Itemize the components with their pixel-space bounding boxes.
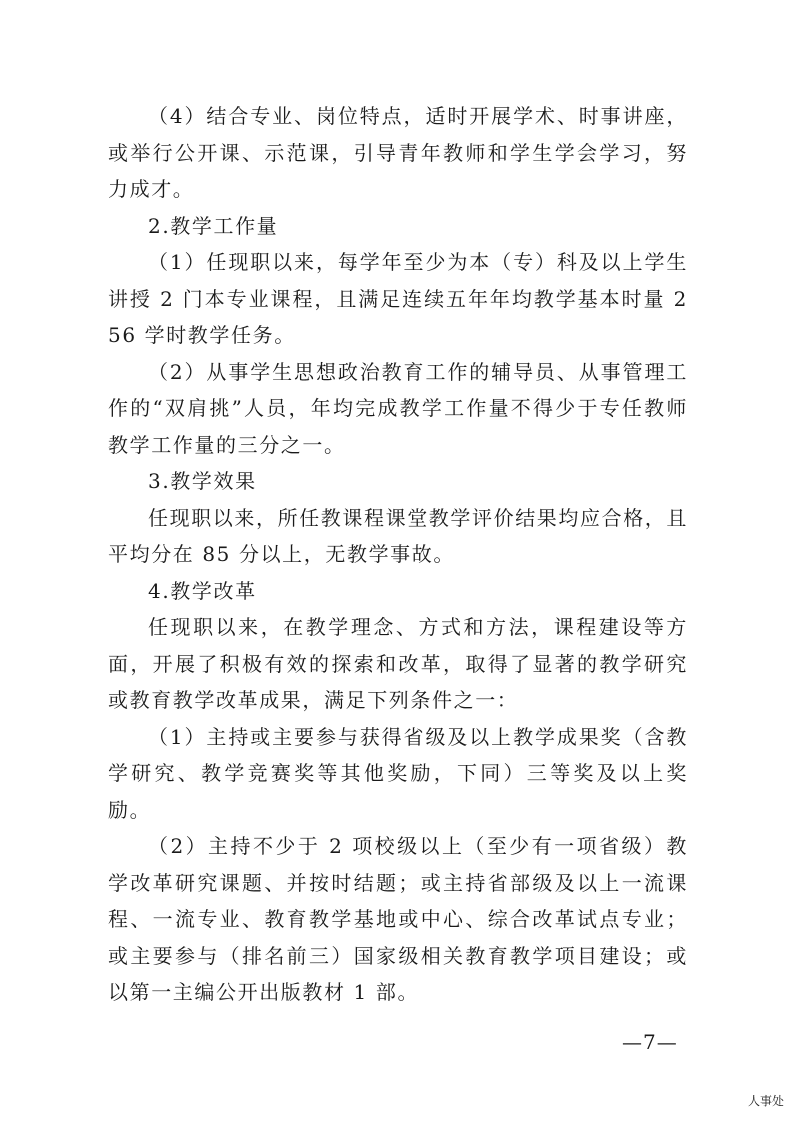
page-number: —7—	[622, 1030, 678, 1054]
paragraph-teaching-effect: 任现职以来，所任教课程课堂教学评价结果均应合格，且平均分在 85 分以上，无教学事故。	[108, 505, 688, 566]
department-watermark: 人事处	[747, 1094, 784, 1108]
section-heading-teaching-effect: 3.教学效果	[148, 469, 257, 493]
section-heading-teaching-reform: 4.教学改革	[148, 578, 257, 603]
paragraph-reform-intro: 任现职以来，在教学理念、方式和方法，课程建设等方面，开展了积极有效的探索和改革，取得了显著的教学研究或教育教学改革成果，满足下列条件之一：	[108, 615, 688, 712]
paragraph-workload-counselors: （2）从事学生思想政治教育工作的辅导员、从事管理工作的“双肩挑”人员，年均完成教学工作量不得少于专任教师教学工作量的三分之一。	[108, 359, 688, 457]
paragraph-reform-projects: （2）主持不少于 2 项校级以上（至少有一项省级）教学改革研究课题、并按时结题；或主持省部级及以上一流课程、一流专业、教育教学基地或中心、综合改革试点专业；或主要参与（排名前三）国家级相关教育教学项目建设；或以第一主编公开出版教材 1 部。	[108, 834, 688, 1004]
paragraph-workload-courses: （1）任现职以来，每学年至少为本（专）科及以上学生讲授 2 门本专业课程，且满足连续五年年均教学基本时量 256 学时教学任务。	[108, 250, 688, 347]
paragraph-teaching-guidance: （4）结合专业、岗位特点，适时开展学术、时事讲座，或举行公开课、示范课，引导青年教师和学生学会学习，努力成才。	[108, 104, 688, 201]
document-body	[108, 98, 688, 1011]
paragraph-reform-award: （1）主持或主要参与获得省级及以上教学成果奖（含教学研究、教学竞赛奖等其他奖励，下同）三等奖及以上奖励。	[108, 724, 688, 822]
section-heading-teaching-workload: 2.教学工作量	[148, 213, 279, 238]
